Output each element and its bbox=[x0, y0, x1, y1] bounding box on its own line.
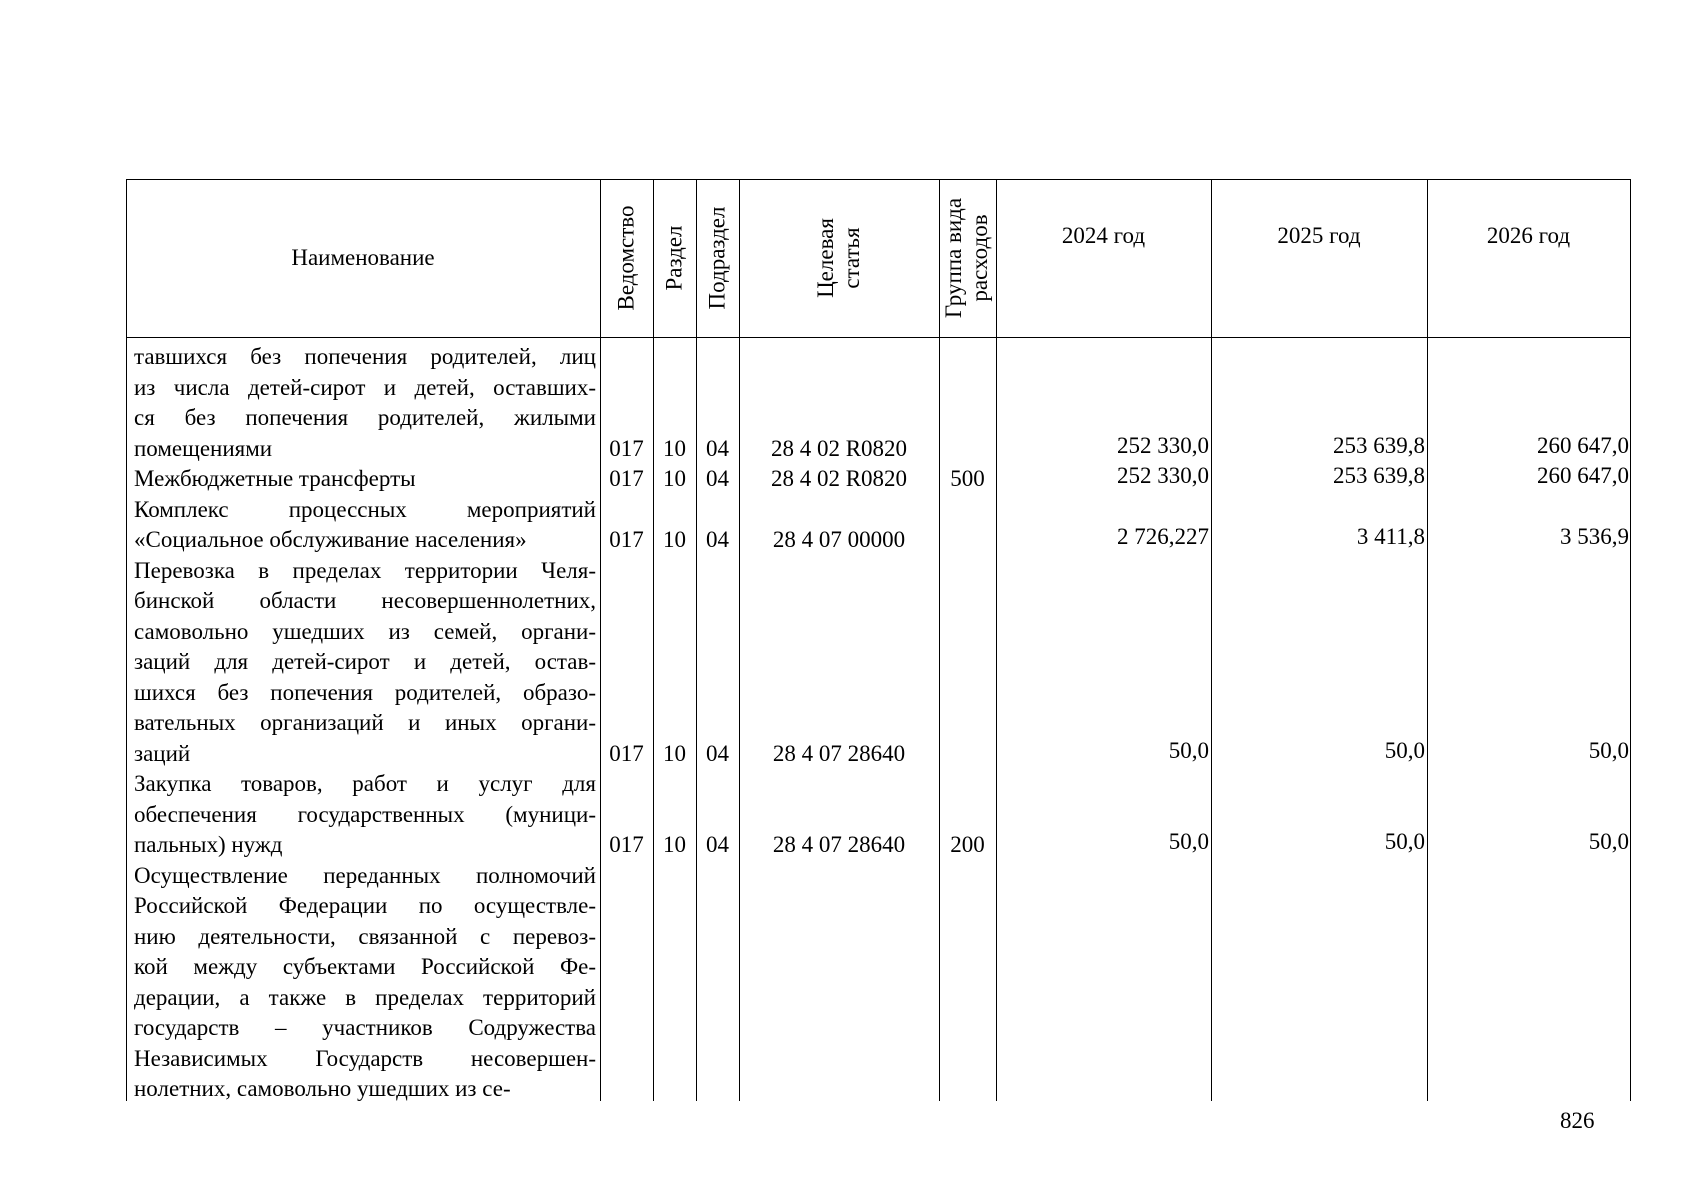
row-sub: 04 bbox=[706, 832, 729, 857]
row-name-line: заций для детей-сирот и детей, остав- bbox=[134, 649, 596, 674]
row-name-line: нию деятельности, связанной с перевоз- bbox=[134, 923, 596, 949]
row-name-line: из числа детей-сирот и детей, оставших- bbox=[134, 374, 596, 400]
row-year-2025: 3 411,8 bbox=[1356, 524, 1425, 549]
row-year-2025: 50,0 bbox=[1384, 737, 1425, 763]
row-sec: 10 bbox=[663, 435, 686, 461]
header-target-article: Целевая статья bbox=[812, 218, 864, 298]
row-name-line: пальных) нужд bbox=[134, 832, 283, 857]
row-name-line: дерации, а также в пределах территорий bbox=[134, 984, 596, 1010]
row-name-line: Российской Федерации по осуществле- bbox=[134, 893, 596, 918]
row-year-2024: 50,0 bbox=[1168, 737, 1209, 763]
row-name-line: ся без попечения родителей, жилыми bbox=[134, 405, 596, 430]
header-year-2025: 2025 год bbox=[1277, 223, 1361, 248]
row-year-2025: 253 639,8 bbox=[1333, 432, 1425, 458]
page-number: 826 bbox=[1560, 1108, 1595, 1133]
row-name-line: бинской области несовершеннолетних, bbox=[134, 588, 596, 613]
row-dept: 017 bbox=[609, 832, 644, 857]
row-name-line: заций bbox=[134, 740, 191, 766]
row-sub: 04 bbox=[706, 466, 729, 491]
row-dept: 017 bbox=[609, 740, 644, 766]
row-name-line: шихся без попечения родителей, образо- bbox=[134, 679, 596, 705]
row-sec: 10 bbox=[663, 466, 686, 491]
row-name-line: тавшихся без попечения родителей, лиц bbox=[134, 344, 596, 369]
row-name bbox=[134, 861, 596, 1105]
header-section: Раздел bbox=[661, 225, 687, 291]
row-year-2025: 253 639,8 bbox=[1333, 463, 1425, 488]
row-sec: 10 bbox=[663, 527, 686, 552]
row-sub: 04 bbox=[706, 527, 729, 552]
header-bottom-border bbox=[126, 337, 1631, 338]
row-article: 28 4 02 R0820 bbox=[770, 435, 908, 461]
header-year-2026: 2026 год bbox=[1486, 223, 1571, 248]
row-name-line: помещениями bbox=[134, 435, 273, 461]
row-name-line: нолетних, самовольно ушедших из се- bbox=[134, 1076, 511, 1101]
row-year-2024: 252 330,0 bbox=[1117, 463, 1209, 488]
row-year-2024: 252 330,0 bbox=[1117, 432, 1209, 458]
row-year-2026: 50,0 bbox=[1588, 737, 1629, 763]
row-name-line: кой между субъектами Российской Фе- bbox=[134, 954, 596, 979]
row-group: 200 bbox=[950, 832, 985, 857]
row-dept: 017 bbox=[609, 527, 644, 552]
row-name-line: Осуществление переданных полномочий bbox=[134, 862, 596, 888]
row-sec: 10 bbox=[663, 832, 686, 857]
row-article: 28 4 07 28640 bbox=[772, 740, 906, 766]
row-year-2026: 260 647,0 bbox=[1537, 463, 1629, 488]
row-name-line: «Социальное обслуживание населения» bbox=[134, 527, 527, 552]
row-article: 28 4 07 00000 bbox=[772, 527, 906, 552]
row-year-2026: 3 536,9 bbox=[1560, 524, 1629, 549]
row-dept: 017 bbox=[609, 435, 644, 461]
row-name-line: обеспечения государственных (муници- bbox=[134, 801, 596, 827]
row-name bbox=[134, 769, 596, 861]
row-year-2026: 50,0 bbox=[1588, 829, 1629, 854]
row-group: 500 bbox=[950, 466, 985, 491]
row-year-2026: 260 647,0 bbox=[1537, 432, 1629, 458]
row-name-line: вательных организаций и иных органи- bbox=[134, 710, 596, 735]
row-name-line: Перевозка в пределах территории Челя- bbox=[134, 557, 596, 583]
row-dept: 017 bbox=[609, 466, 644, 491]
header-year-2024: 2024 год bbox=[1061, 223, 1146, 248]
row-name-line: самовольно ушедших из семей, органи- bbox=[134, 618, 596, 644]
header-expense-group: Группа вида расходов bbox=[941, 197, 993, 319]
header-department: Ведомство bbox=[613, 205, 639, 311]
row-sec: 10 bbox=[663, 740, 686, 766]
row-name bbox=[134, 556, 596, 770]
row-name-line: Комплекс процессных мероприятий bbox=[134, 496, 596, 522]
header-subsection: Подраздел bbox=[704, 206, 730, 310]
row-article: 28 4 07 28640 bbox=[772, 832, 906, 857]
budget-table bbox=[126, 179, 1631, 1101]
row-name bbox=[134, 464, 596, 495]
row-name bbox=[134, 495, 596, 556]
row-name-line: Закупка товаров, работ и услуг для bbox=[134, 771, 596, 796]
row-year-2025: 50,0 bbox=[1384, 829, 1425, 854]
header-name: Наименование bbox=[291, 245, 435, 270]
row-sub: 04 bbox=[706, 435, 729, 461]
col-border-9 bbox=[1630, 179, 1631, 1101]
row-year-2024: 2 726,227 bbox=[1117, 524, 1209, 549]
row-name-line: Независимых Государств несовершен- bbox=[134, 1045, 596, 1071]
row-sub: 04 bbox=[706, 740, 729, 766]
row-name bbox=[134, 342, 596, 464]
row-name-line: государств – участников Содружества bbox=[134, 1015, 596, 1040]
row-article: 28 4 02 R0820 bbox=[770, 466, 908, 491]
row-name-line: Межбюджетные трансферты bbox=[134, 466, 416, 491]
row-year-2024: 50,0 bbox=[1168, 829, 1209, 854]
